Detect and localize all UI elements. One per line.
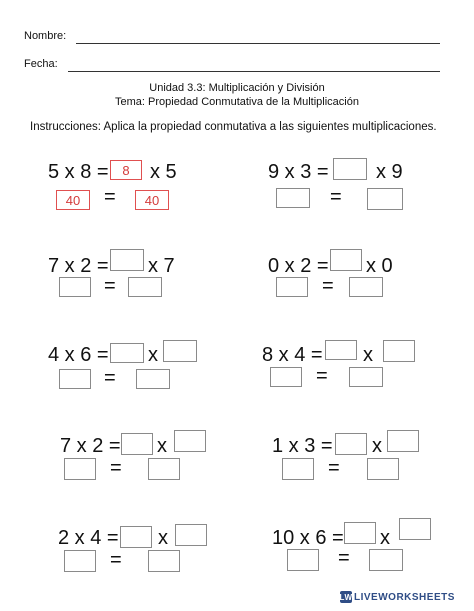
answer-box-product-left[interactable]	[270, 367, 302, 387]
equals-sign: =	[110, 549, 122, 571]
answer-box-factor-2[interactable]	[387, 430, 419, 452]
answer-box-factor[interactable]	[333, 158, 367, 180]
answer-box-factor[interactable]	[110, 249, 144, 271]
date-label: Fecha:	[24, 58, 58, 70]
equation-left: 0 x 2 =	[268, 255, 329, 277]
answer-box-factor-2[interactable]	[163, 340, 197, 362]
answer-box-product-right[interactable]	[349, 367, 383, 387]
equation-mid: x 9	[376, 161, 403, 183]
equation-left: 7 x 2 =	[48, 255, 109, 277]
equals-sign: =	[322, 275, 334, 297]
answer-box-product-right[interactable]	[128, 277, 162, 297]
equation-mid: x	[158, 527, 168, 549]
answer-box-product-left[interactable]	[59, 277, 91, 297]
liveworksheets-logo-text: LIVEWORKSHEETS	[354, 591, 455, 603]
equation-mid: x 0	[366, 255, 393, 277]
date-input-line[interactable]	[68, 71, 440, 72]
answer-box-product-left[interactable]	[59, 369, 91, 389]
answer-box-product-left[interactable]	[287, 549, 319, 571]
answer-box-factor[interactable]: 8	[110, 160, 142, 180]
answer-box-product-right[interactable]	[367, 188, 403, 210]
equation-left: 1 x 3 =	[272, 435, 333, 457]
answer-box-product-right[interactable]	[148, 458, 180, 480]
equation-left: 5 x 8 =	[48, 161, 109, 183]
equals-sign: =	[110, 457, 122, 479]
answer-box-product-right[interactable]	[369, 549, 403, 571]
equation-left: 7 x 2 =	[60, 435, 121, 457]
equals-sign: =	[104, 275, 116, 297]
answer-box-product-right[interactable]	[148, 550, 180, 572]
answer-box-product-right[interactable]: 40	[135, 190, 169, 210]
equation-mid: x	[363, 344, 373, 366]
equals-sign: =	[316, 365, 328, 387]
answer-box-factor-1[interactable]	[121, 433, 153, 455]
equals-sign: =	[328, 457, 340, 479]
topic-title: Tema: Propiedad Conmutativa de la Multiplicación	[115, 96, 359, 108]
equation-mid: x	[157, 435, 167, 457]
answer-box-product-left[interactable]	[276, 277, 308, 297]
instructions-text: Instrucciones: Aplica la propiedad conmutativa a las siguientes multiplicaciones.	[30, 121, 437, 133]
answer-box-factor-1[interactable]	[344, 522, 376, 544]
equals-sign: =	[104, 367, 116, 389]
equation-mid: x 5	[150, 161, 177, 183]
answer-box-product-left[interactable]	[64, 458, 96, 480]
equation-mid: x	[372, 435, 382, 457]
name-label: Nombre:	[24, 30, 67, 42]
equation-left: 10 x 6 =	[272, 527, 344, 549]
answer-box-factor-2[interactable]	[399, 518, 431, 540]
answer-box-product-left[interactable]	[276, 188, 310, 208]
equals-sign: =	[330, 186, 342, 208]
equals-sign: =	[104, 186, 116, 208]
answer-box-factor-2[interactable]	[175, 524, 207, 546]
equation-left: 9 x 3 =	[268, 161, 329, 183]
answer-box-factor-1[interactable]	[335, 433, 367, 455]
answer-box-product-right[interactable]	[136, 369, 170, 389]
answer-box-factor[interactable]	[330, 249, 362, 271]
equation-mid: x	[380, 527, 390, 549]
equation-mid: x 7	[148, 255, 175, 277]
answer-box-factor-2[interactable]	[383, 340, 415, 362]
equation-left: 8 x 4 =	[262, 344, 323, 366]
equation-left: 2 x 4 =	[58, 527, 119, 549]
liveworksheets-logo	[340, 591, 455, 603]
equation-mid: x	[148, 344, 158, 366]
equals-sign: =	[338, 547, 350, 569]
liveworksheets-logo-icon: LW	[339, 592, 353, 602]
answer-box-factor-1[interactable]	[120, 526, 152, 548]
unit-title: Unidad 3.3: Multiplicación y División	[149, 82, 325, 94]
answer-box-product-right[interactable]	[349, 277, 383, 297]
answer-box-factor-1[interactable]	[325, 340, 357, 360]
answer-box-factor-1[interactable]	[110, 343, 144, 363]
answer-box-product-left[interactable]: 40	[56, 190, 90, 210]
answer-box-product-left[interactable]	[64, 550, 96, 572]
equation-left: 4 x 6 =	[48, 344, 109, 366]
answer-box-product-left[interactable]	[282, 458, 314, 480]
answer-box-factor-2[interactable]	[174, 430, 206, 452]
name-input-line[interactable]	[76, 43, 440, 44]
answer-box-product-right[interactable]	[367, 458, 399, 480]
